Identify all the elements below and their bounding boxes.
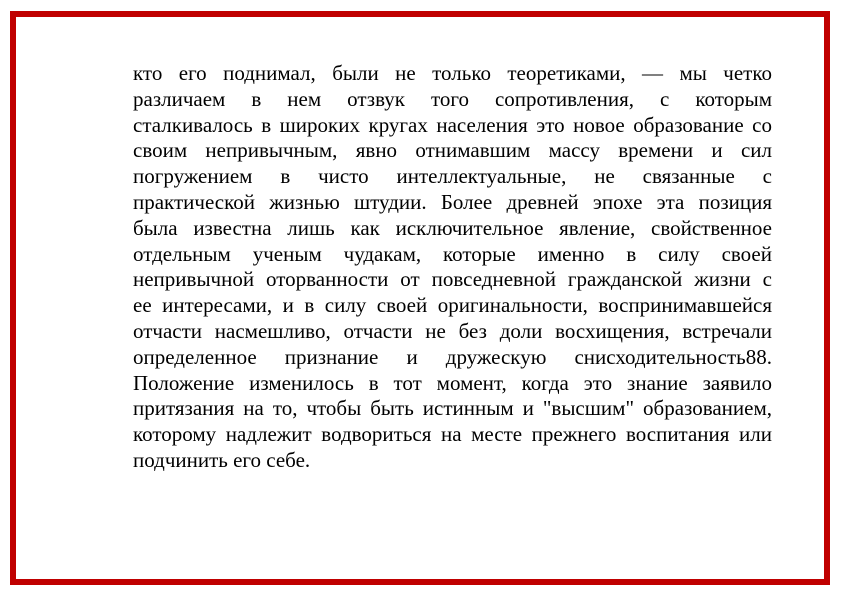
text-line: притязания на то, чтобы быть истинным и "высшим" образованием, [133,396,772,421]
text-line: ее интересами, и в силу своей оригинальности, воспринимавшейся [133,293,772,318]
text-line: Положение изменилось в тот момент, когда это знание заявило [133,370,772,395]
text-line: непривычной оторванности от повседневной гражданской жизни с [133,267,772,292]
text-line: практической жизнью штудии. Более древней эпохе эта позиция [133,189,772,214]
text-line: подчинить его себе. [133,447,311,472]
text-line: отдельным ученым чудакам, которые именно в силу своей [133,241,772,266]
text-line: своим непривычным, явно отнимавшим массу времени и сил [133,138,772,163]
text-line: кто его поднимал, были не только теоретиками, — мы четко [133,61,772,85]
text-line: отчасти насмешливо, отчасти не без доли восхищения, встречали [133,318,772,343]
text-line: была известна лишь как исключительное явление, свойственное [133,215,772,240]
text-line: сталкивалось в широких кругах населения это новое образование со [133,112,772,137]
body-text [133,61,772,474]
text-line: определенное признание и дружескую снисходительность88. [133,344,772,369]
text-line: которому надлежит водвориться на месте прежнего воспитания или [133,422,772,447]
text-line: различаем в нем отзвук того сопротивления, с которым [133,86,772,111]
text-line: погружением в чисто интеллектуальные, не связанные с [133,164,772,189]
